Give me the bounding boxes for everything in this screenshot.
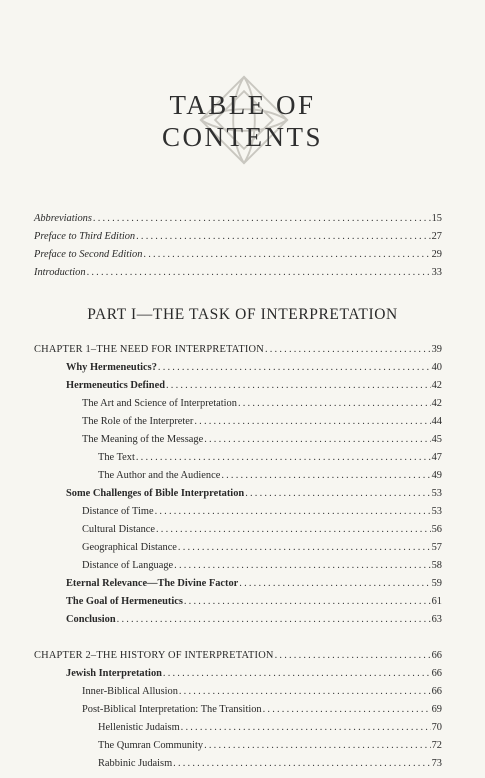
toc-entry[interactable]: Distance of Language . . . 58 bbox=[82, 561, 442, 571]
toc-entry[interactable]: Conclusion . . . 63 bbox=[66, 615, 442, 625]
toc-entry[interactable]: Post-Biblical Interpretation: The Transition . . . 69 bbox=[82, 705, 442, 715]
toc-entry[interactable]: Inner-Biblical Allusion . . . 66 bbox=[82, 687, 442, 697]
toc-entry[interactable]: The Qumran Community . . . 72 bbox=[98, 741, 442, 751]
toc-entry[interactable]: Jewish Interpretation . . . 66 bbox=[66, 669, 442, 679]
toc-entry[interactable]: The Meaning of the Message . . . 45 bbox=[82, 435, 442, 445]
toc-title-line2: CONTENTS bbox=[162, 122, 323, 152]
celtic-knot-ornament bbox=[196, 72, 292, 168]
toc-chapter-1[interactable]: CHAPTER 1–THE NEED FOR INTERPRETATION . . . 39 bbox=[34, 345, 442, 355]
part-heading: PART I—THE TASK OF INTERPRETATION bbox=[87, 306, 398, 323]
toc-entry[interactable]: Eternal Relevance—The Divine Factor . . . 59 bbox=[66, 579, 442, 589]
toc-entry[interactable]: The Goal of Hermeneutics . . . 61 bbox=[66, 597, 442, 607]
toc-entry[interactable]: The Role of the Interpreter . . . 44 bbox=[82, 417, 442, 427]
toc-entry-preface-third[interactable]: Preface to Third Edition . . . 27 bbox=[34, 232, 442, 242]
toc-entry[interactable]: Why Hermeneutics? . . . 40 bbox=[66, 363, 442, 373]
toc-entry-preface-second[interactable]: Preface to Second Edition . . . 29 bbox=[34, 250, 442, 260]
toc-entry[interactable]: Rabbinic Judaism . . . 73 bbox=[98, 759, 442, 769]
toc-chapter-2[interactable]: CHAPTER 2–THE HISTORY OF INTERPRETATION . . . 66 bbox=[34, 651, 442, 661]
toc-entry[interactable]: The Art and Science of Interpretation . . . 42 bbox=[82, 399, 442, 409]
toc-entry[interactable]: Distance of Time . . . 53 bbox=[82, 507, 442, 517]
toc-title-line1: TABLE OF bbox=[169, 90, 316, 120]
toc-entry[interactable]: Hellenistic Judaism . . . 70 bbox=[98, 723, 442, 733]
toc-entry[interactable]: The Author and the Audience . . . 49 bbox=[98, 471, 442, 481]
toc-entry-abbreviations[interactable]: Abbreviations . . . 15 bbox=[34, 214, 442, 224]
toc-entry[interactable]: Hermeneutics Defined . . . 42 bbox=[66, 381, 442, 391]
toc-entry[interactable]: Geographical Distance . . . 57 bbox=[82, 543, 442, 553]
toc-entry[interactable]: Cultural Distance . . . 56 bbox=[82, 525, 442, 535]
toc-entry[interactable]: The Text . . . 47 bbox=[98, 453, 442, 463]
toc-entry[interactable]: Some Challenges of Bible Interpretation . . . 53 bbox=[66, 489, 442, 499]
toc-entry-introduction[interactable]: Introduction . . . 33 bbox=[34, 268, 442, 278]
